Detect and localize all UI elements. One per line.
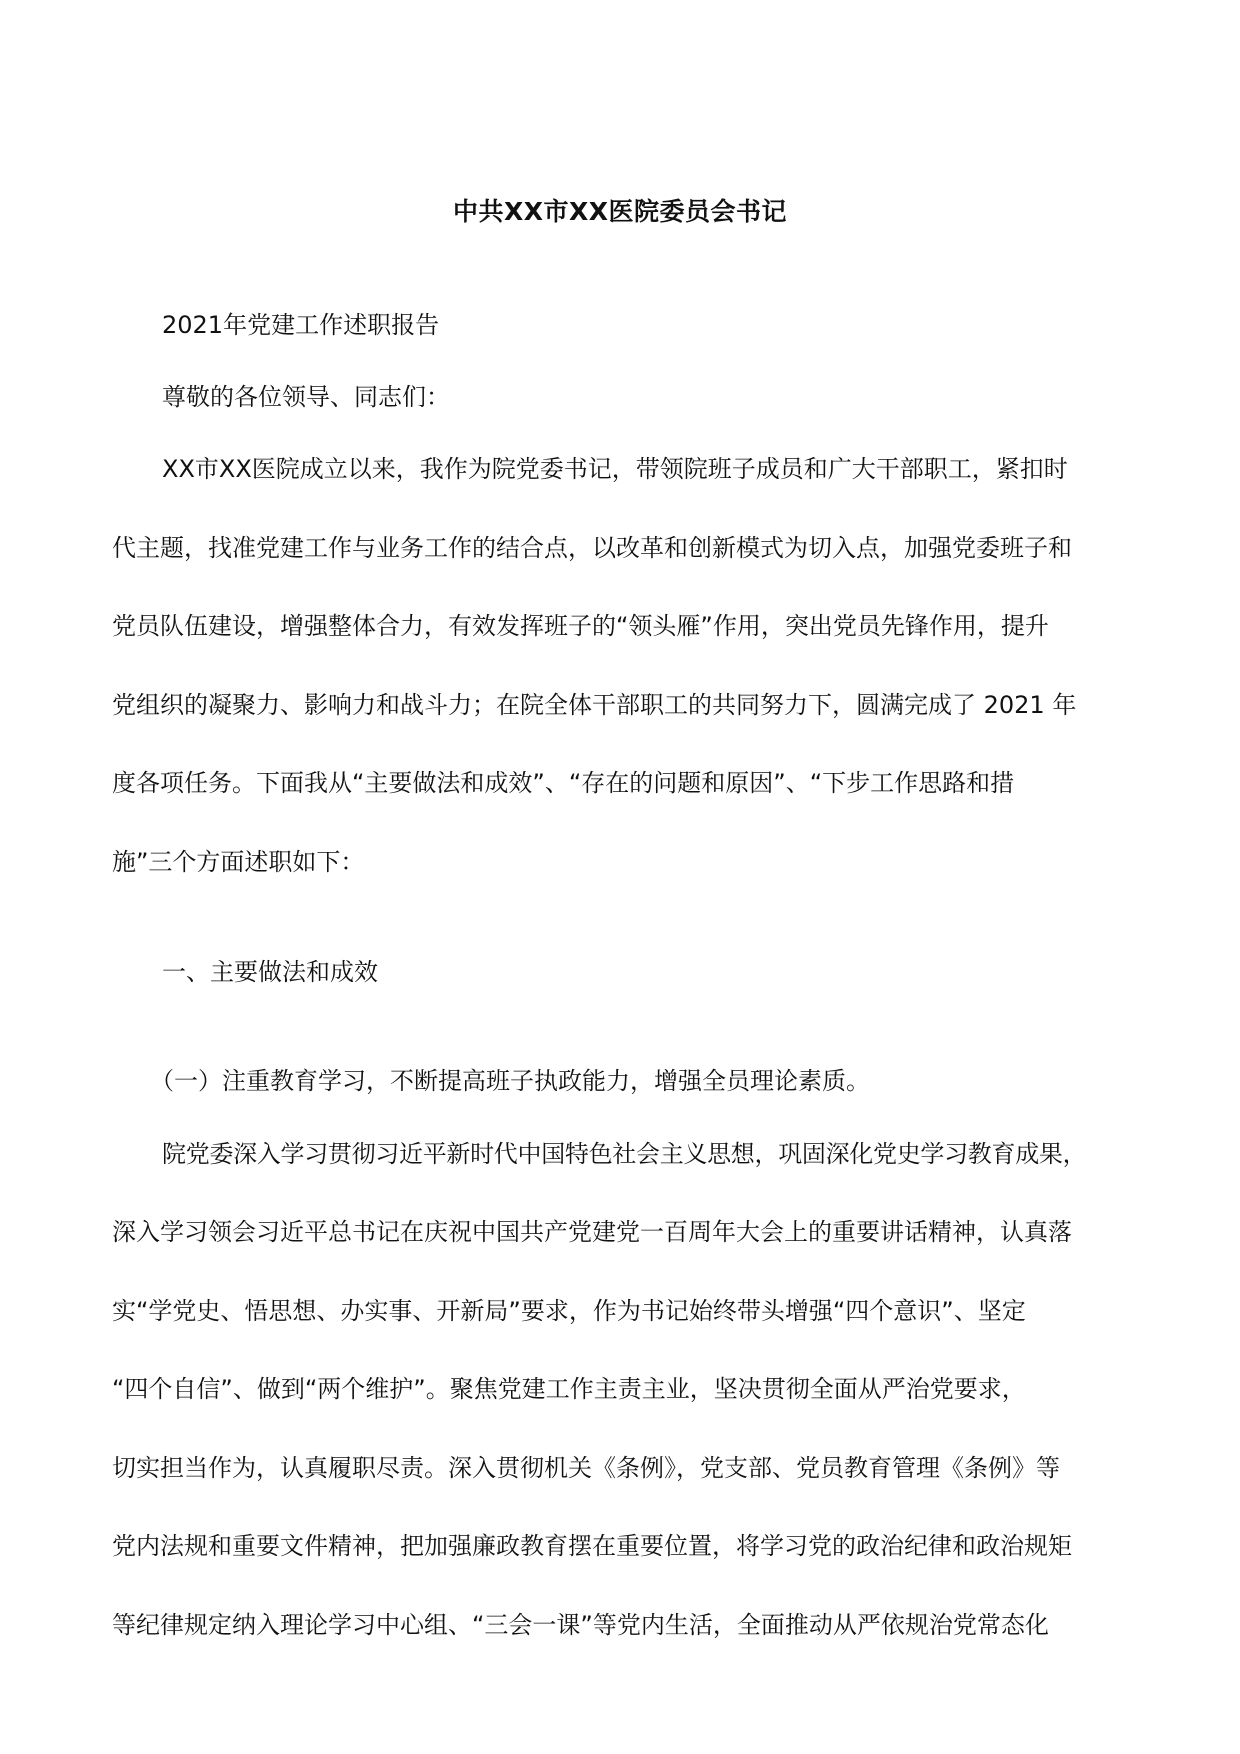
paragraph2-line-7: 等纪律规定纳入理论学习中心组、“三会一课”等党内生活，全面推动从严依规治党常态化	[112, 1611, 1049, 1639]
paragraph2-line-1: 院党委深入学习贯彻习近平新时代中国特色社会主义思想，巩固深化党史学习教育成果，	[162, 1140, 1087, 1168]
salutation: 尊敬的各位领导、同志们：	[162, 383, 450, 411]
paragraph2-line-5: 切实担当作为，认真履职尽责。深入贯彻机关《条例》，党支部、党员教育管理《条例》等	[112, 1454, 1060, 1482]
paragraph2-line-4: “四个自信”、做到“两个维护”。聚焦党建工作主责主业，坚决贯彻全面从严治党要求，	[112, 1375, 1026, 1403]
report-subtitle: 2021年党建工作述职报告	[162, 311, 440, 339]
paragraph1-line-1: XX市XX医院成立以来，我作为院党委书记，带领院班子成员和广大干部职工，紧扣时	[162, 455, 1068, 483]
paragraph1-line-4: 党组织的凝聚力、影响力和战斗力；在院全体干部职工的共同努力下，圆满完成了 2021 年	[112, 691, 1077, 719]
paragraph1-line-5: 度各项任务。下面我从“主要做法和成效”、“存在的问题和原因”、“下步工作思路和措	[112, 769, 1015, 797]
paragraph1-line-6: 施”三个方面述职如下：	[112, 848, 365, 876]
section1-heading: 一、主要做法和成效	[162, 958, 378, 986]
paragraph2-line-6: 党内法规和重要文件精神，把加强廉政教育摆在重要位置，将学习党的政治纪律和政治规矩	[112, 1532, 1072, 1560]
paragraph2-line-3: 实“学党史、悟思想、办实事、开新局”要求，作为书记始终带头增强“四个意识”、坚定	[112, 1297, 1026, 1325]
subsection1-heading: （一）注重教育学习，不断提高班子执政能力，增强全员理论素质。	[150, 1067, 870, 1095]
paragraph2-line-2: 深入学习领会习近平总书记在庆祝中国共产党建党一百周年大会上的重要讲话精神，认真落	[112, 1218, 1072, 1246]
paragraph1-line-3: 党员队伍建设，增强整体合力，有效发挥班子的“领头雁”作用，突出党员先锋作用，提升	[112, 612, 1049, 640]
document-title: 中共XX市XX医院委员会书记	[452, 197, 788, 226]
paragraph1-line-2: 代主题，找准党建工作与业务工作的结合点，以改革和创新模式为切入点，加强党委班子和	[112, 534, 1072, 562]
